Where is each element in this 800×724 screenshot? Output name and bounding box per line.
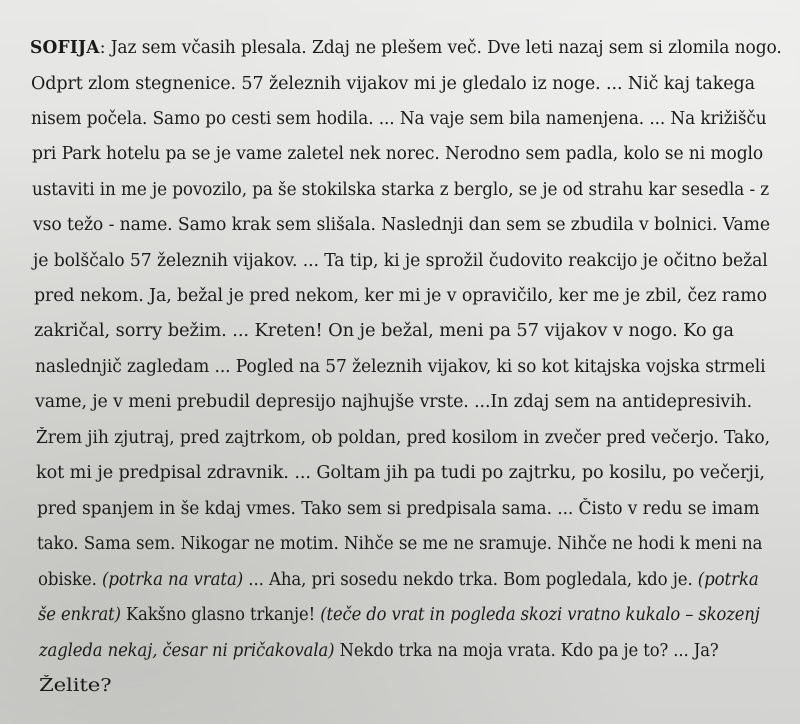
line-text: pri Park hotelu pa se je vame zaletel nek norec. Nerodno sem padla, kolo se ni moglo — [32, 144, 764, 164]
text-line-13 — [36, 463, 776, 483]
line-text: obiske. — [38, 570, 102, 590]
text-line-11 — [35, 392, 753, 412]
line-text: Želite? — [39, 676, 112, 696]
text-line-12 — [36, 428, 770, 448]
text-line-18 — [39, 641, 719, 661]
text-line-5 — [32, 180, 770, 200]
stage-direction: še enkrat) — [38, 605, 121, 625]
stage-direction: (teče do vrat in pogleda skozi vratno kukalo – skozenj — [320, 605, 760, 625]
text-line-7 — [33, 251, 768, 271]
text-line-14 — [37, 499, 760, 519]
line-text: tako. Sama sem. Nikogar ne motim. Nihče se me ne sramuje. Nihče ne hodi k meni na — [37, 534, 763, 554]
speaker-name: SOFIJA — [30, 38, 100, 58]
text-line-4 — [32, 144, 764, 164]
line-text: Nekdo trka na moja vrata. Kdo pa je to? ... Ja? — [334, 641, 719, 661]
line-text: nisem počela. Samo po cesti sem hodila. ... Na vaje sem bila namenjena. ... Na križišču — [31, 109, 767, 129]
line-text: Kakšno glasno trkanje! — [120, 605, 321, 625]
text-line-6 — [33, 215, 771, 235]
text-line-9 — [34, 321, 751, 341]
line-text: ustaviti in me je povozilo, pa še stokilska starka z berglo, se je od strahu kar sesedla - z — [32, 180, 770, 200]
line-text: pred spanjem in še kdaj vmes. Tako sem si predpisala sama. ... Čisto v redu se imam — [37, 499, 760, 519]
line-text: kot mi je predpisal zdravnik. ... Goltam jih pa tudi po zajtrku, po kosilu, po večerji, — [36, 463, 765, 483]
line-text: : Jaz sem včasih plesala. Zdaj ne plešem več. Dve leti nazaj sem si zlomila nogo. — [99, 38, 782, 58]
text-line-2 — [31, 74, 760, 94]
text-line-17 — [38, 605, 760, 625]
line-text: Odprt zlom stegnenice. 57 železnih vijakov mi je gledalo iz noge. ... Nič kaj takega — [31, 74, 755, 94]
line-text: naslednjič zagledam ... Pogled na 57 železnih vijakov, ki so kot kitajska vojska strmeli — [35, 357, 766, 377]
stage-direction: (potrka — [697, 570, 759, 590]
line-text: zakričal, sorry bežim. ... Kreten! On je bežal, meni pa 57 vijakov v nogo. Ko ga — [34, 321, 734, 341]
text-line-10 — [35, 357, 766, 377]
text-line-8 — [34, 286, 766, 306]
line-text: vso težo - name. Samo krak sem slišala. Naslednji dan sem se zbudila v bolnici. Vame — [33, 215, 771, 235]
text-line-16 — [38, 570, 759, 590]
line-text: pred nekom. Ja, bežal je pred nekom, ker mi je v opravičilo, ker me je zbil, čez ramo — [34, 286, 767, 306]
stage-direction: (potrka na vrata) — [101, 570, 244, 590]
line-text: ... Aha, pri sosedu nekdo trka. Bom pogledala, kdo je. — [243, 570, 698, 590]
text-line-3 — [31, 109, 767, 129]
text-line-15 — [37, 534, 763, 554]
line-text: Žrem jih zjutraj, pred zajtrkom, ob poldan, pred kosilom in zvečer pred večerjo. Tako, — [36, 428, 770, 448]
line-text: je bolščalo 57 železnih vijakov. ... Ta tip, ki je sprožil čudovito reakcijo je očitno bežal — [33, 251, 768, 271]
stage-direction: zagleda nekaj, česar ni pričakovala) — [39, 641, 335, 661]
line-text: vame, je v meni prebudil depresijo najhujše vrste. ...In zdaj sem na antidepresivih. — [35, 392, 753, 412]
text-line-19 — [39, 676, 127, 696]
text-line-1 — [30, 38, 782, 58]
